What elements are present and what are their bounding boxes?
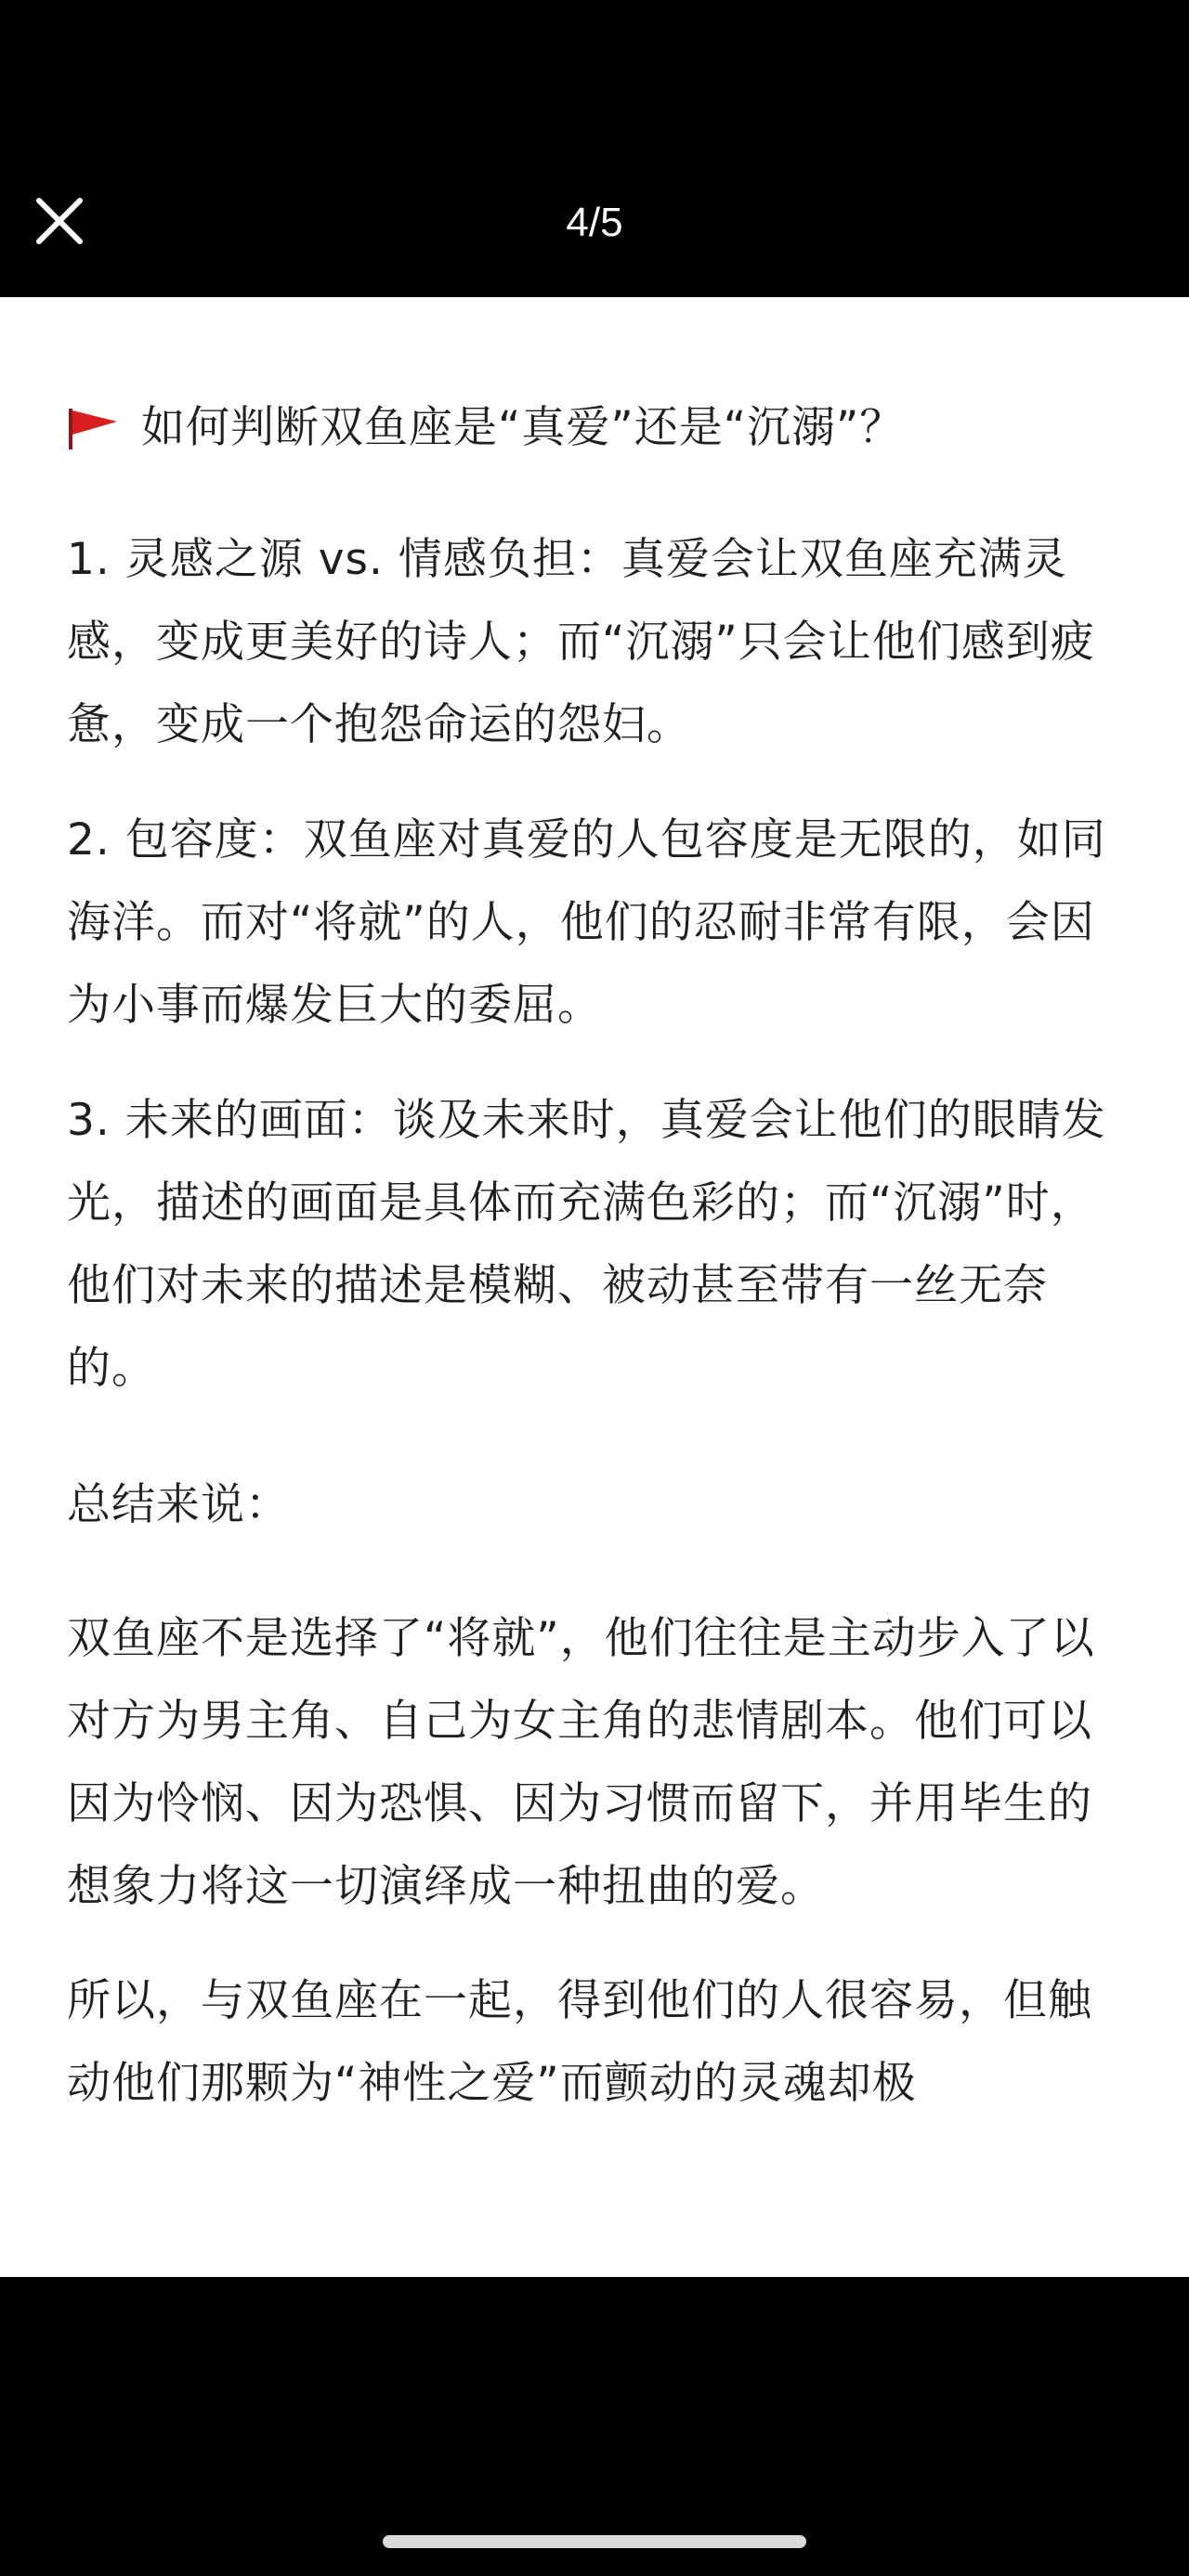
paragraph-conclusion: 所以，与双鱼座在一起，得到他们的人很容易，但触动他们那颗为“神性之爱”而颤动的灵魂却极 (67, 1975, 1092, 2109)
heading-text: 如何判断双鱼座是“真爱”还是“沉溺”？ (141, 402, 905, 453)
paragraph-future: 3. 未来的画面：谈及未来时，真爱会让他们的眼睛发光，描述的画面是具体而充满色彩的；而“沉溺”时，他们对未来的描述是模糊、被动甚至带有一丝无奈的。 (67, 1095, 1106, 1394)
viewer-top-bar (0, 0, 1189, 297)
paragraph-tolerance: 2. 包容度：双鱼座对真爱的人包容度是无限的，如同海洋。而对“将就”的人，他们的忍耐非常有限，会因为小事而爆发巨大的委屈。 (67, 814, 1106, 1031)
viewer-bottom-bar (0, 2277, 1189, 2576)
paragraph-inspiration: 1. 灵感之源 vs. 情感负担：真爱会让双鱼座充满灵感，变成更美好的诗人；而“沉溺”只会让他们感到疲惫，变成一个抱怨命运的怨妇。 (67, 534, 1095, 750)
summary-label: 总结来说： (67, 1479, 290, 1530)
red-flag-icon (67, 405, 121, 451)
home-indicator[interactable] (383, 2535, 806, 2548)
page-counter: 4/5 (566, 200, 623, 245)
article-heading (67, 386, 904, 469)
paragraph-summary: 双鱼座不是选择了“将就”，他们往往是主动步入了以对方为男主角、自己为女主角的悲情剧本。他们可以因为怜悯、因为恐惧、因为习惯而留下，并用毕生的想象力将这一切演绎成一种扭曲的爱。 (67, 1613, 1095, 1912)
image-content (0, 297, 1189, 2277)
